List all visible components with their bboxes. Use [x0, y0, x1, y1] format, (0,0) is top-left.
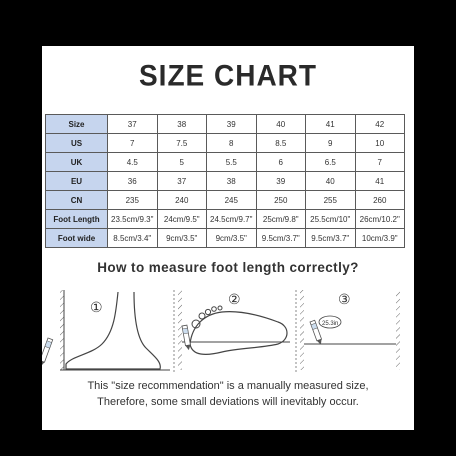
- table-cell: 39: [207, 115, 257, 134]
- hatched-wall-icon: [178, 290, 182, 370]
- measure-heading: How to measure foot length correctly?: [97, 260, 359, 275]
- table-cell: 235: [108, 191, 158, 210]
- row-label: CN: [46, 191, 108, 210]
- row-label: Foot wide: [46, 229, 108, 248]
- measure-value: 25.3in: [322, 321, 339, 327]
- table-cell: 10cm/3.9": [355, 229, 405, 248]
- table-cell: 24.5cm/9.7": [207, 210, 257, 229]
- table-cell: 42: [355, 115, 405, 134]
- step3-figure: [300, 290, 400, 370]
- table-cell: 5.5: [207, 153, 257, 172]
- table-cell: 9cm/3.5": [207, 229, 257, 248]
- row-label: Foot Length: [46, 210, 108, 229]
- toe: [212, 307, 217, 312]
- table-cell: 8.5: [256, 134, 306, 153]
- table-cell: 40: [256, 115, 306, 134]
- step1-number: ①: [90, 299, 103, 315]
- table-cell: 39: [256, 172, 306, 191]
- step1-figure: [42, 290, 170, 370]
- table-row: [46, 210, 405, 229]
- row-label: EU: [46, 172, 108, 191]
- table-cell: 40: [306, 172, 356, 191]
- table-cell: 250: [256, 191, 306, 210]
- table-cell: 25cm/9.8": [256, 210, 306, 229]
- table-cell: 8: [207, 134, 257, 153]
- table-cell: 9cm/3.5": [157, 229, 207, 248]
- step3-number: ③: [338, 291, 351, 307]
- note-line-2: Therefore, some small deviations will inevitably occur.: [97, 396, 359, 408]
- table-cell: 260: [355, 191, 405, 210]
- toe: [205, 309, 210, 314]
- table-cell: 7: [108, 134, 158, 153]
- table-cell: 255: [306, 191, 356, 210]
- page-title: SIZE CHART: [139, 59, 317, 92]
- table-cell: 38: [157, 115, 207, 134]
- size-table: [45, 114, 405, 248]
- table-row: [46, 115, 405, 134]
- table-cell: 9.5cm/3.7": [256, 229, 306, 248]
- table-cell: 36: [108, 172, 158, 191]
- table-cell: 9: [306, 134, 356, 153]
- step2-number: ②: [228, 291, 241, 307]
- table-row: [46, 153, 405, 172]
- table-row: [46, 191, 405, 210]
- hatched-wall-icon: [396, 290, 400, 370]
- table-cell: 240: [157, 191, 207, 210]
- size-chart-panel: [42, 46, 414, 430]
- table-cell: 8.5cm/3.4": [108, 229, 158, 248]
- table-row: [46, 134, 405, 153]
- table-cell: 5: [157, 153, 207, 172]
- table-cell: 24cm/9.5": [157, 210, 207, 229]
- table-cell: 6: [256, 153, 306, 172]
- table-cell: 10: [355, 134, 405, 153]
- step2-figure: [178, 290, 290, 370]
- table-cell: 41: [306, 115, 356, 134]
- row-label: US: [46, 134, 108, 153]
- table-cell: 7: [355, 153, 405, 172]
- pencil-icon: [42, 338, 53, 368]
- table-cell: 25.5cm/10": [306, 210, 356, 229]
- row-label: UK: [46, 153, 108, 172]
- table-cell: 37: [108, 115, 158, 134]
- table-cell: 37: [157, 172, 207, 191]
- note-line-1: This "size recommendation" is a manually measured size,: [87, 380, 369, 392]
- toe: [199, 313, 205, 319]
- hatched-wall-icon: [300, 290, 304, 370]
- table-cell: 41: [355, 172, 405, 191]
- table-cell: 9.5cm/3.7": [306, 229, 356, 248]
- measure-illustrations-svg: [42, 282, 414, 382]
- table-row: [46, 229, 405, 248]
- table-row: [46, 172, 405, 191]
- row-label: Size: [46, 115, 108, 134]
- size-note: [42, 378, 414, 410]
- pencil-icon: [182, 325, 191, 350]
- table-cell: 245: [207, 191, 257, 210]
- table-cell: 7.5: [157, 134, 207, 153]
- foot-side-view: [66, 292, 160, 369]
- table-cell: 4.5: [108, 153, 158, 172]
- toe: [218, 306, 222, 310]
- hatched-wall-icon: [60, 290, 64, 370]
- table-cell: 38: [207, 172, 257, 191]
- table-cell: 23.5cm/9.3": [108, 210, 158, 229]
- table-cell: 26cm/10.2": [355, 210, 405, 229]
- table-cell: 6.5: [306, 153, 356, 172]
